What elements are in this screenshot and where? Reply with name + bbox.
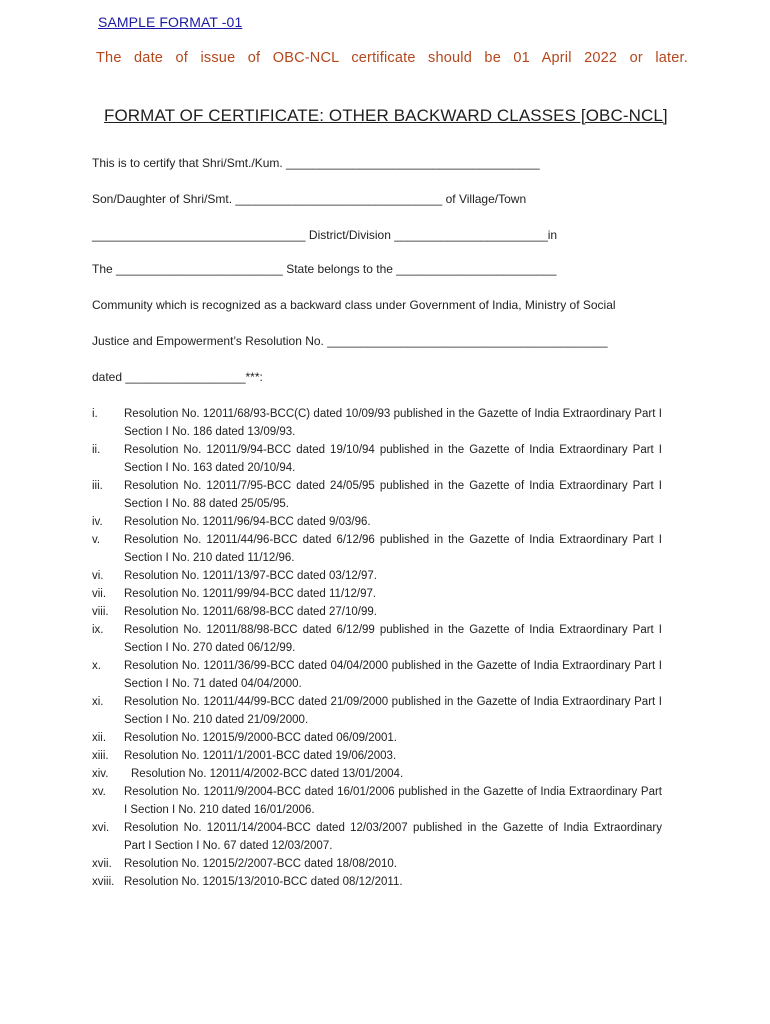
list-item xyxy=(92,765,662,783)
list-item-number: xv. xyxy=(92,786,106,798)
list-item-number: xi. xyxy=(92,696,104,708)
list-item xyxy=(92,585,662,603)
list-item-number: vi. xyxy=(92,570,104,582)
list-item-text: Resolution No. 12015/9/2000-BCC dated 06/09/2001. xyxy=(124,732,398,744)
list-item xyxy=(92,819,662,855)
list-item-number: ix. xyxy=(92,624,104,636)
list-item-text: Resolution No. 12011/44/99-BCC dated 21/09/2000 published in the Gazette of India Extraordinary Part I Section I No. 210 dated 21/09/2000. xyxy=(124,696,662,726)
list-item-number: v. xyxy=(92,534,101,546)
list-item xyxy=(92,729,662,747)
list-item-number: xviii. xyxy=(92,876,115,888)
list-item xyxy=(92,783,662,819)
list-item-number: xii. xyxy=(92,732,107,744)
list-item-text: Resolution No. 12011/99/94-BCC dated 11/12/97. xyxy=(124,588,377,600)
list-item-text: Resolution No. 12011/9/2004-BCC dated 16/01/2006 published in the Gazette of India Extraordinary Part I Section I No. 210 dated 16/01/2006. xyxy=(124,786,662,816)
list-item-number: x. xyxy=(92,660,101,672)
list-item-text: Resolution No. 12011/14/2004-BCC dated 12/03/2007 published in the Gazette of India Extraordinary Part I Section I No. 67 dated 12/03/2007. xyxy=(124,822,662,852)
certificate-title: FORMAT OF CERTIFICATE: OTHER BACKWARD CLASSES [OBC-NCL] xyxy=(104,106,668,125)
list-item xyxy=(92,855,662,873)
list-item-text: Resolution No. 12011/13/97-BCC dated 03/12/97. xyxy=(124,570,377,582)
list-item xyxy=(92,477,662,513)
list-item-number: vii. xyxy=(92,588,107,600)
list-item-number: iv. xyxy=(92,516,103,528)
list-item xyxy=(92,531,662,567)
list-item-text: Resolution No. 12011/7/95-BCC dated 24/05/95 published in the Gazette of India Extraordinary Part I Section I No. 88 dated 25/05/95. xyxy=(124,480,662,510)
list-item xyxy=(92,567,662,585)
list-item-text: Resolution No. 12015/13/2010-BCC dated 08/12/2011. xyxy=(124,876,403,888)
list-item xyxy=(92,747,662,765)
parent-line: Son/Daughter of Shri/Smt. _______________________________ of Village/Town xyxy=(92,192,527,206)
state-line: The _________________________ State belongs to the ________________________ xyxy=(92,262,557,276)
list-item xyxy=(92,513,662,531)
resolution-list xyxy=(92,405,662,891)
list-item-text: Resolution No. 12011/36/99-BCC dated 04/04/2000 published in the Gazette of India Extraordinary Part I Section I No. 71 dated 04/04/2000. xyxy=(124,660,662,690)
list-item-text: Resolution No. 12011/96/94-BCC dated 9/03/96. xyxy=(124,516,371,528)
list-item-number: i. xyxy=(92,408,98,420)
list-item xyxy=(92,441,662,477)
list-item-text: Resolution No. 12011/44/96-BCC dated 6/12/96 published in the Gazette of India Extraordinary Part I Section I No. 210 dated 11/12/96. xyxy=(124,534,662,564)
list-item-text: Resolution No. 12011/9/94-BCC dated 19/10/94 published in the Gazette of India Extraordinary Part I Section I No. 163 dated 20/10/94. xyxy=(124,444,662,474)
resolution-no-line: Justice and Empowerment’s Resolution No. __________________________________________ xyxy=(92,334,608,348)
list-item-text: Resolution No. 12011/68/93-BCC(C) dated 10/09/93 published in the Gazette of India Extraordinary Part I Section I No. 186 dated 13/09/93. xyxy=(124,408,662,438)
list-item xyxy=(92,405,662,441)
list-item xyxy=(92,693,662,729)
certify-line: This is to certify that Shri/Smt./Kum. ______________________________________ xyxy=(92,156,540,170)
district-line: ________________________________ District/Division _______________________in xyxy=(92,228,558,242)
list-item-text: Resolution No. 12011/4/2002-BCC dated 13/01/2004. xyxy=(131,768,404,780)
list-item-number: viii. xyxy=(92,606,109,618)
list-item-number: ii. xyxy=(92,444,101,456)
dated-line: dated __________________***: xyxy=(92,370,263,384)
issue-date-note: The date of issue of OBC-NCL certificate should be 01 April 2022 or later. xyxy=(96,50,688,66)
list-item-number: xiv. xyxy=(92,768,109,780)
list-item-number: iii. xyxy=(92,480,103,492)
list-item-text: Resolution No. 12011/88/98-BCC dated 6/12/99 published in the Gazette of India Extraordinary Part I Section I No. 270 dated 06/12/99. xyxy=(124,624,662,654)
list-item-text: Resolution No. 12015/2/2007-BCC dated 18/08/2010. xyxy=(124,858,398,870)
list-item xyxy=(92,621,662,657)
community-line: Community which is recognized as a backward class under Government of India, Ministry of Social xyxy=(92,298,616,312)
list-item xyxy=(92,873,662,891)
list-item-text: Resolution No. 12011/1/2001-BCC dated 19/06/2003. xyxy=(124,750,397,762)
list-item xyxy=(92,657,662,693)
list-item-number: xiii. xyxy=(92,750,109,762)
list-item-number: xvii. xyxy=(92,858,112,870)
list-item xyxy=(92,603,662,621)
list-item-text: Resolution No. 12011/68/98-BCC dated 27/10/99. xyxy=(124,606,377,618)
sample-format-heading: SAMPLE FORMAT -01 xyxy=(98,14,243,30)
list-item-number: xvi. xyxy=(92,822,110,834)
